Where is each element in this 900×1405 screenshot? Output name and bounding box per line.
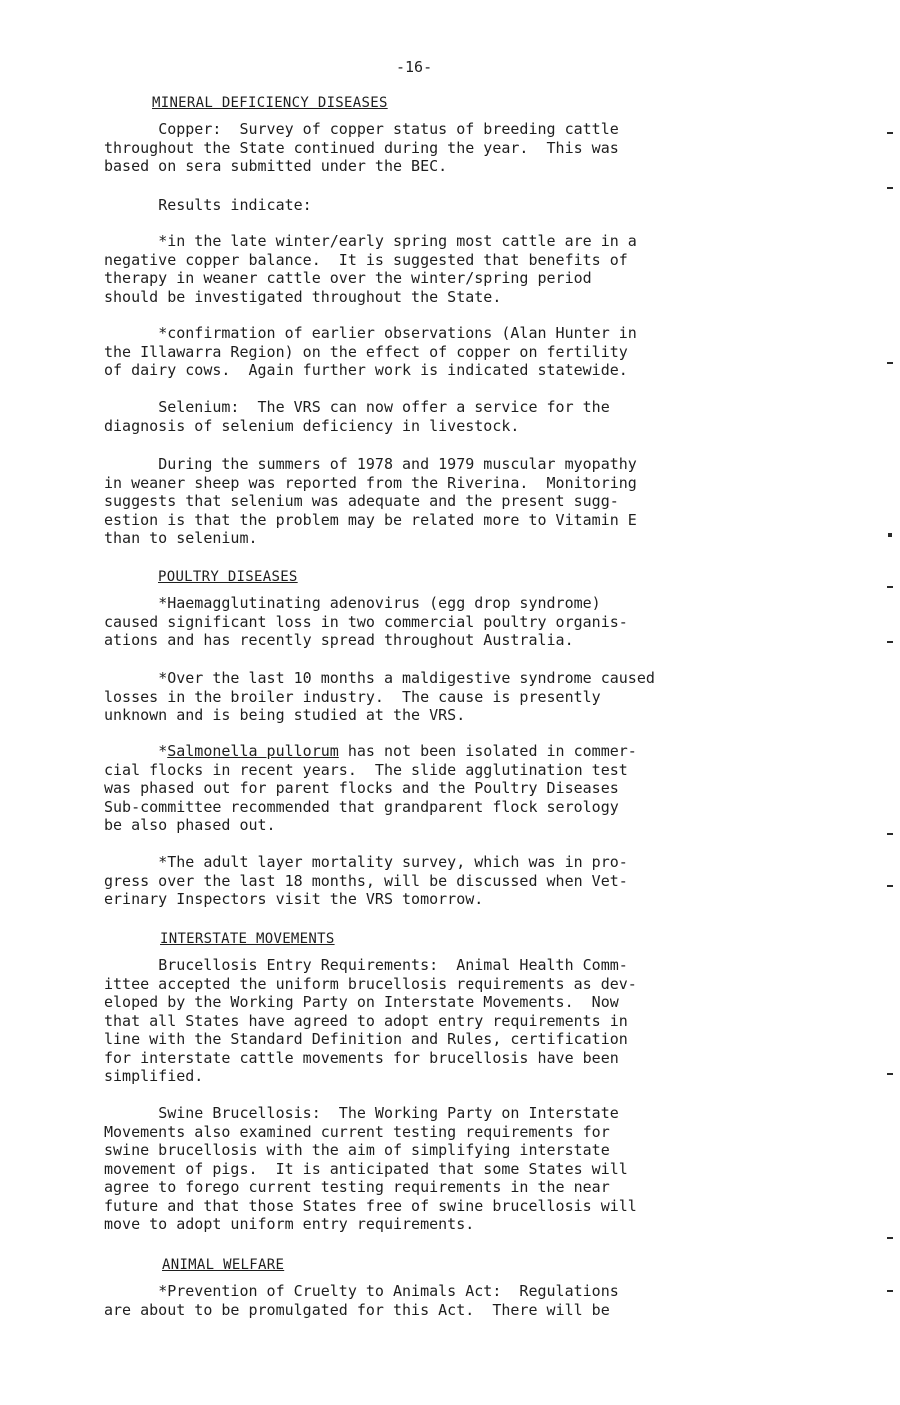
margin-mark: [888, 533, 892, 537]
paragraph-selenium: Selenium: The VRS can now offer a service for the diagnosis of selenium deficiency in livestock.: [104, 398, 610, 435]
paragraph-layer-mortality: *The adult layer mortality survey, which was in pro- gress over the last 18 months, will be discussed when Vet- erinary Inspectors visit the VRS tomorrow.: [104, 853, 628, 908]
heading-mineral-deficiency: MINERAL DEFICIENCY DISEASES: [152, 95, 388, 111]
paragraph-swine-brucellosis: Swine Brucellosis: The Working Party on Interstate Movements also examined current testing requirements for swine brucellosis with the aim of simplifying interstate movement of pigs. It is anticipated that some States will agree to forego current testing requirements in the near future and that those States free of swine brucellosis will move to adopt uniform entry requirements.: [104, 1104, 637, 1233]
paragraph-copper-fertility: *confirmation of earlier observations (Alan Hunter in the Illawarra Region) on the effect of copper on fertility of dairy cows. Again further work is indicated statewide.: [104, 324, 637, 379]
paragraph-copper-balance: *in the late winter/early spring most cattle are in a negative copper balance. It is suggested that benefits of therapy in weaner cattle over the winter/spring period should be investigated throughout the State.: [104, 232, 637, 306]
margin-mark: [887, 1237, 893, 1239]
margin-mark: [887, 885, 893, 887]
paragraph-results-indicate: Results indicate:: [104, 196, 312, 214]
margin-mark: [887, 132, 893, 134]
paragraph-prevention-of-cruelty: *Prevention of Cruelty to Animals Act: Regulations are about to be promulgated for this Act. There will be: [104, 1282, 619, 1319]
paragraph-salmonella: [104, 742, 744, 835]
paragraph-egg-drop-syndrome: *Haemagglutinating adenovirus (egg drop syndrome) caused significant loss in two commercial poultry organis- ations and has recently spread throughout Australia.: [104, 594, 628, 649]
margin-mark: [887, 1073, 893, 1075]
margin-mark: [887, 187, 893, 189]
paragraph-maldigestive-syndrome: *Over the last 10 months a maldigestive syndrome caused losses in the broiler industry. The cause is presently unknown and is being studied at the VRS.: [104, 669, 655, 724]
heading-poultry-diseases: POULTRY DISEASES: [158, 569, 298, 585]
margin-mark: [887, 586, 893, 588]
margin-mark: [887, 362, 893, 364]
heading-animal-welfare: ANIMAL WELFARE: [162, 1257, 285, 1273]
margin-mark: [887, 833, 893, 835]
paragraph-muscular-myopathy: During the summers of 1978 and 1979 muscular myopathy in weaner sheep was reported from the Riverina. Monitoring suggests that selenium was adequate and the present sugg- estion is that the problem may be related more to Vitamin E than to selenium.: [104, 455, 637, 547]
heading-interstate-movements: INTERSTATE MOVEMENTS: [160, 931, 335, 947]
salmonella-term: Salmonella pullorum: [167, 742, 339, 760]
page-number: -16-: [396, 58, 433, 76]
paragraph-brucellosis-entry: Brucellosis Entry Requirements: Animal Health Comm- ittee accepted the uniform brucellosis requirements as dev- eloped by the Working Party on Interstate Movements. Now that all States have agreed to adopt entry requirements in line with the Standard Definition and Rules, certification for interstate cattle movements for brucellosis have been simplified.: [104, 956, 637, 1085]
salmonella-rest: has not been isolated in commer- cial flocks in recent years. The slide agglutination test was phased out for parent flocks and the Poultry Diseases Sub-committee recommended that grandparent flock serology be also phased out.: [104, 742, 637, 834]
salmonella-star: *: [104, 742, 168, 760]
margin-mark: [887, 641, 893, 643]
paragraph-copper: Copper: Survey of copper status of breeding cattle throughout the State continued during the year. This was based on sera submitted under the BEC.: [104, 120, 619, 175]
margin-mark: [887, 1290, 893, 1292]
